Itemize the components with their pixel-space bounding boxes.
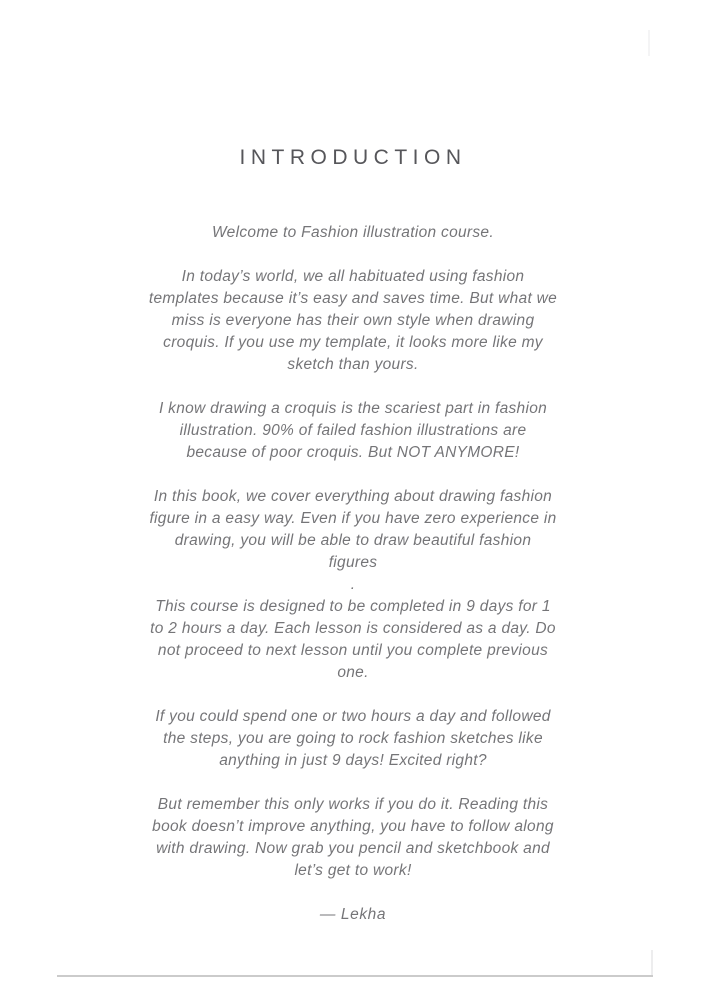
- text-line: In this book, we cover everything about drawing fashion: [153, 488, 553, 505]
- text-line: the steps, you are going to rock fashion sketches like: [163, 730, 543, 747]
- footer-divider: [57, 975, 653, 977]
- author-signature: — Lekha: [319, 906, 387, 923]
- text-line: illustration. 90% of failed fashion illustrations are: [179, 422, 527, 439]
- text-line: templates because it’s easy and saves time. But what we: [148, 290, 558, 307]
- text-line: one.: [337, 664, 369, 681]
- paragraph-templates: [113, 266, 593, 376]
- stray-period-line: [113, 574, 593, 596]
- text-line: I know drawing a croquis is the scariest part in fashion: [158, 400, 548, 417]
- text-line: But remember this only works if you do it. Reading this: [157, 796, 549, 813]
- intro-text: [113, 222, 593, 926]
- paragraph-commitment: [113, 706, 593, 772]
- text-line: book doesn’t improve anything, you have to follow along: [152, 818, 554, 835]
- text-line: .: [350, 576, 356, 593]
- intro-paragraphs: [113, 222, 593, 882]
- text-line: with drawing. Now grab you pencil and sketchbook and: [156, 840, 550, 857]
- text-line: anything in just 9 days! Excited right?: [219, 752, 487, 769]
- paragraph-welcome: [113, 222, 593, 244]
- text-line: croquis. If you use my template, it looks more like my: [163, 334, 543, 351]
- text-line: let’s get to work!: [294, 862, 412, 879]
- paragraph-croquis-fear: [113, 398, 593, 464]
- scan-artifact-bottom-right: [651, 950, 653, 975]
- text-line: sketch than yours.: [287, 356, 419, 373]
- text-line: drawing, you will be able to draw beautiful fashion: [174, 532, 532, 549]
- paragraph-call-to-action: [113, 794, 593, 882]
- text-line: This course is designed to be completed in 9 days for 1: [155, 598, 551, 615]
- text-line: If you could spend one or two hours a day and followed: [155, 708, 551, 725]
- page-title: INTRODUCTION: [239, 146, 467, 169]
- text-line: In today’s world, we all habituated using fashion: [181, 268, 525, 285]
- scan-artifact-top-right: [648, 30, 650, 56]
- paragraph-course-structure: [113, 596, 593, 684]
- text-line: figure in a easy way. Even if you have zero experience in: [149, 510, 557, 527]
- text-line: to 2 hours a day. Each lesson is considered as a day. Do: [150, 620, 556, 637]
- text-line: Welcome to Fashion illustration course.: [212, 224, 494, 241]
- text-line: figures: [328, 554, 378, 571]
- text-line: miss is everyone has their own style when drawing: [171, 312, 535, 329]
- paragraph-book-promise: [113, 486, 593, 574]
- text-line: not proceed to next lesson until you complete previous: [157, 642, 549, 659]
- text-line: because of poor croquis. But NOT ANYMORE!: [186, 444, 520, 461]
